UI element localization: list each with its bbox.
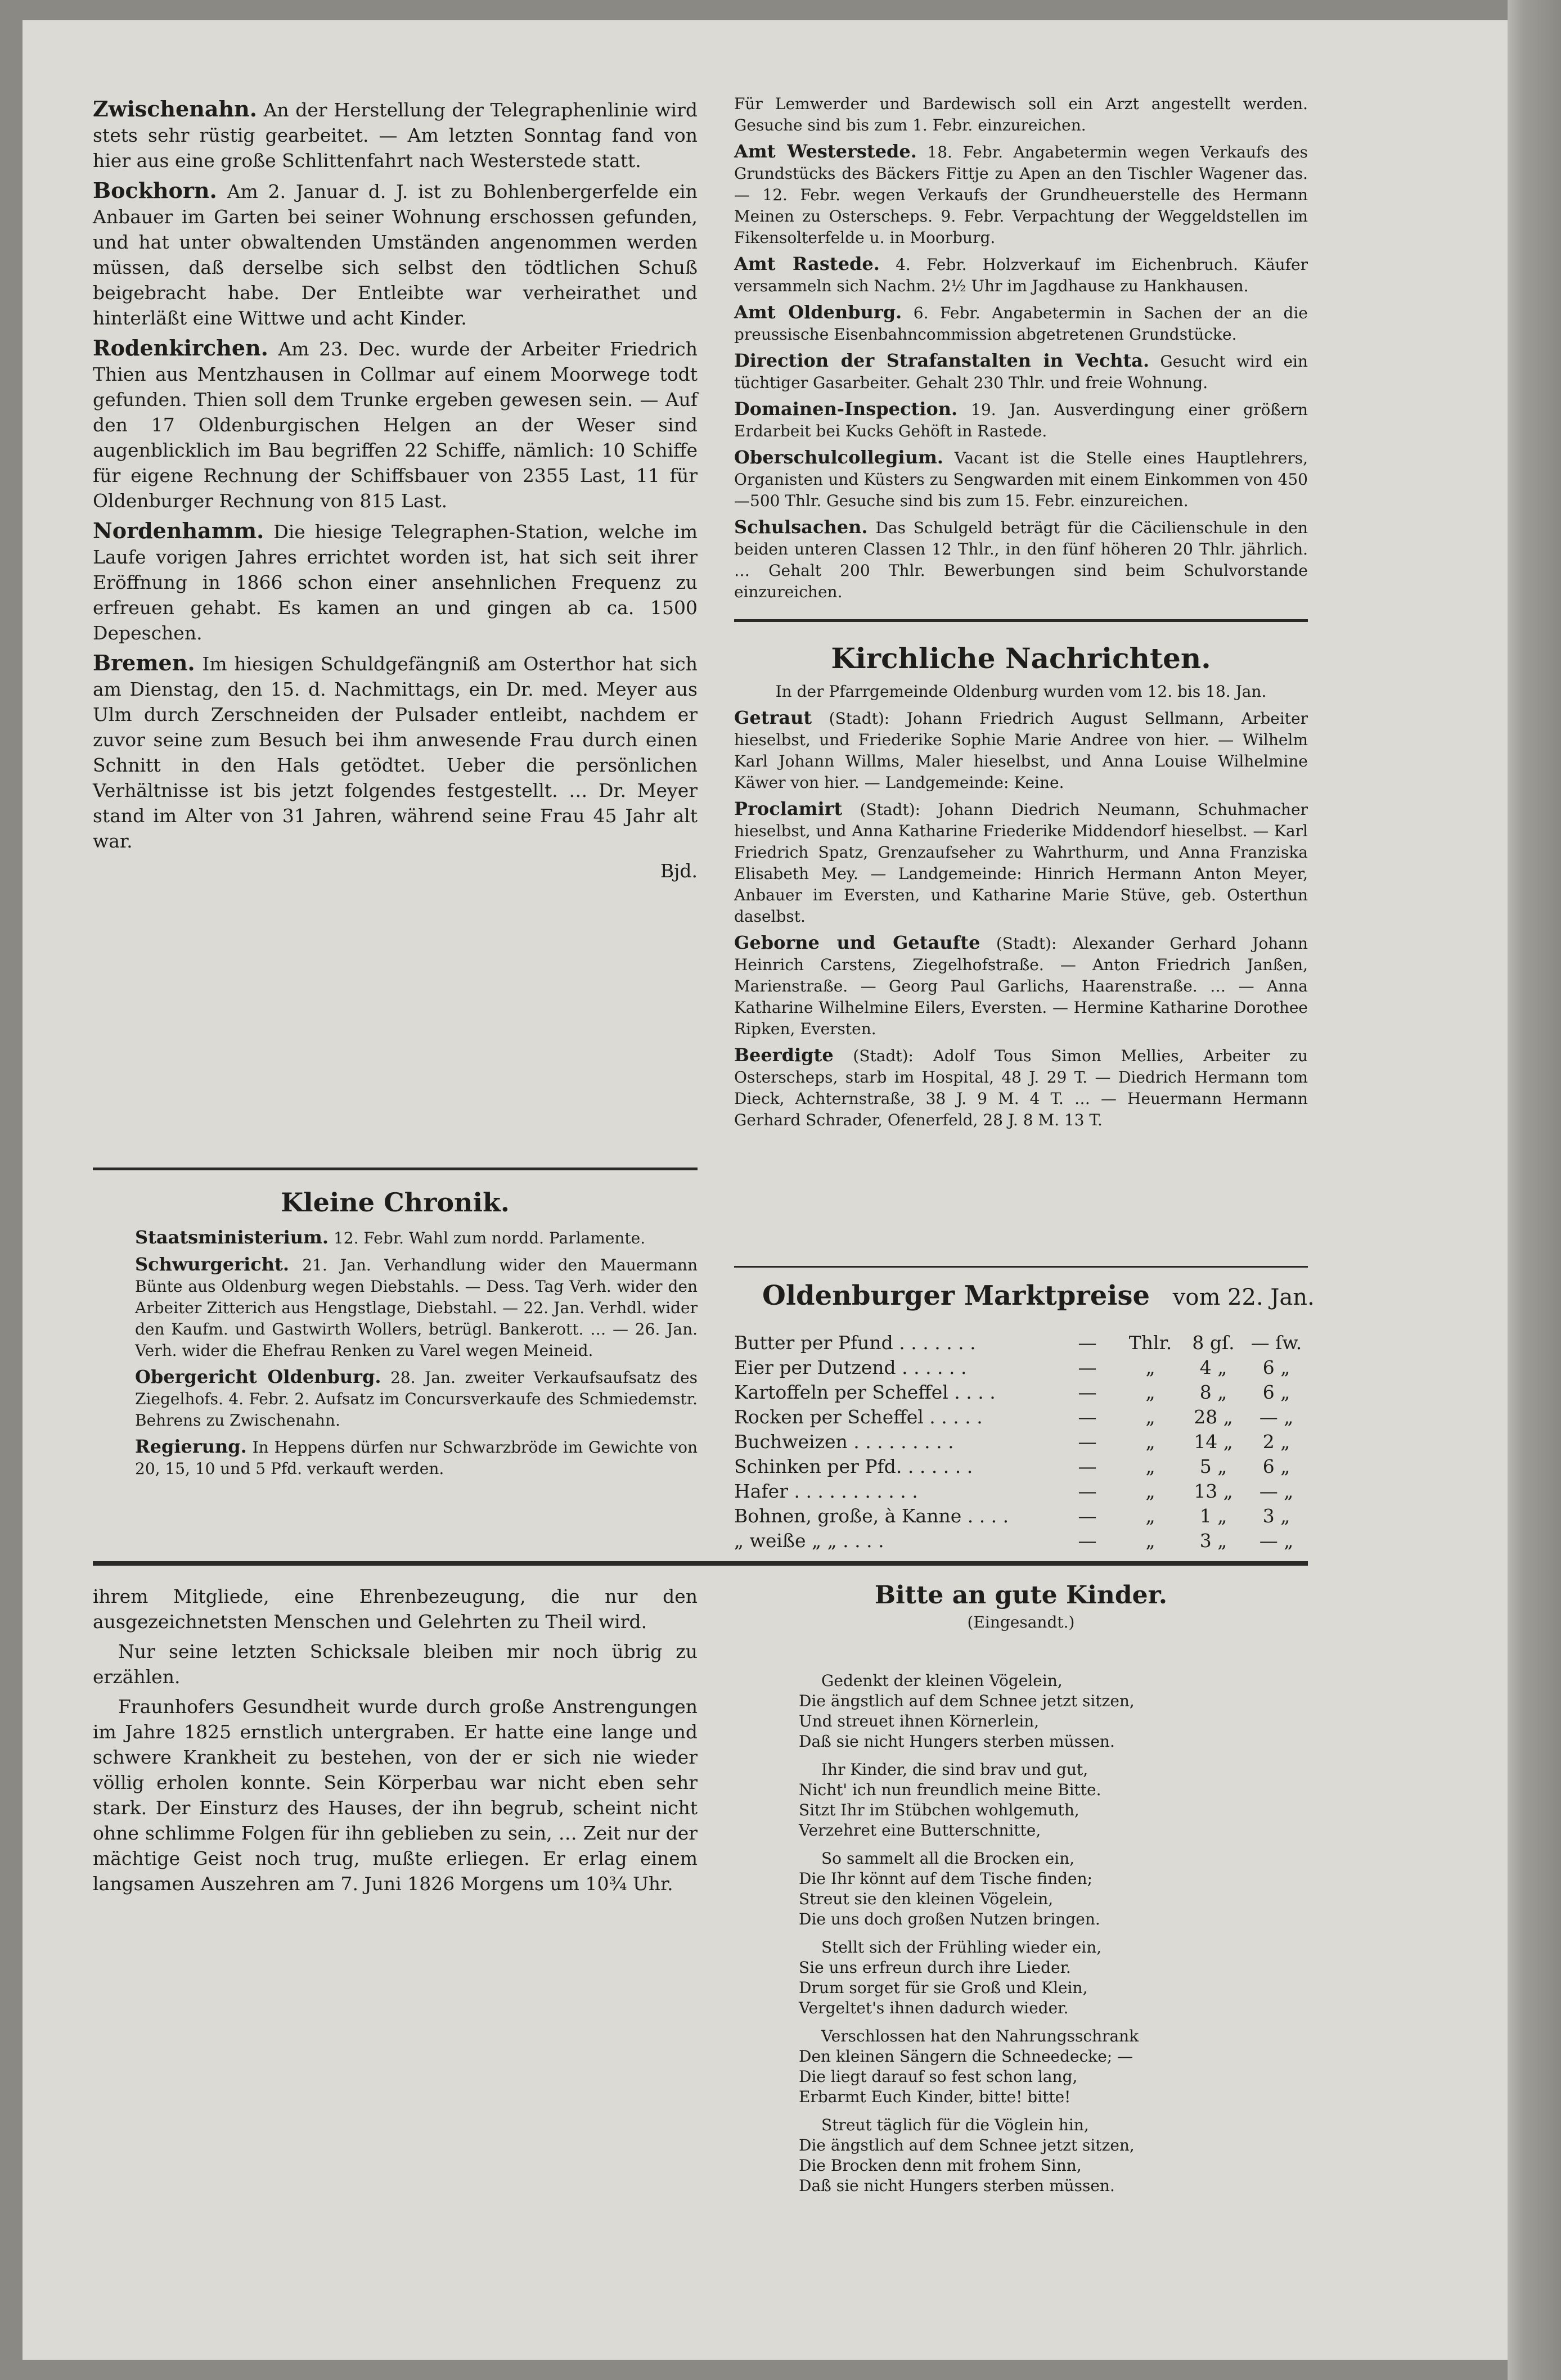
right-column-notices xyxy=(734,93,1308,607)
paragraph-lead: Getraut xyxy=(734,707,812,728)
market-item-name: Rocken per Scheffel . . . . . xyxy=(734,1406,983,1428)
market-col-a: — xyxy=(1078,1332,1097,1354)
poem-stanza xyxy=(776,2026,1283,2107)
market-col-sub: — „ xyxy=(1259,1480,1294,1502)
news-paragraph xyxy=(734,141,1308,249)
market-col-a: — xyxy=(1078,1431,1097,1453)
market-top-rule xyxy=(734,1266,1308,1268)
poem-stanza xyxy=(776,1760,1283,1841)
market-col-unit: Thlr. xyxy=(1128,1332,1172,1354)
market-col-price: 14 „ xyxy=(1194,1431,1233,1453)
market-col-price: 8 „ xyxy=(1199,1381,1227,1403)
poem-line: Die ängstlich auf dem Schnee jetzt sitzen, xyxy=(799,1692,1135,1710)
paragraph-lead: Proclamirt xyxy=(734,798,843,819)
paragraph-lead: Regierung. xyxy=(135,1436,247,1457)
market-heading xyxy=(734,1280,1336,1311)
poem-line: Gedenkt der kleinen Vögelein, xyxy=(821,1671,1063,1690)
paragraph-text: Das Schulgeld beträgt für die Cäcilienschule in den beiden unteren Classen 12 Thlr., in den fünf höheren 20 Thlr. jährlich. … Gehalt 200 Thlr. Bewerbungen sind beim Schulvorstande einzureichen. xyxy=(734,519,1308,601)
news-paragraph xyxy=(93,335,698,513)
news-paragraph xyxy=(734,798,1308,927)
paragraph-text: In Heppens dürfen nur Schwarzbröde im Gewichte von 20, 15, 10 und 5 Pfd. verkauft werden. xyxy=(135,1438,698,1478)
market-date: vom 22. Jan. xyxy=(1172,1284,1315,1310)
paragraph-text: (Stadt): Alexander Gerhard Johann Heinrich Carstens, Ziegelhofstraße. — Anton Friedrich Janßen, Marienstraße. — Georg Paul Garlichs, Haarenstraße. … — Anna Katharine Wilhelmine Eilers, Eversten. — Hermine Katharine Dorothee Ripken, Eversten. xyxy=(734,934,1308,1038)
paragraph-text: Vacant ist die Stelle eines Hauptlehrers, Organisten und Küsters zu Sengwarden mit einem Einkommen von 450—500 Thlr. Gesuche sind bis zum 15. Febr. einzureichen. xyxy=(734,449,1308,510)
paragraph-text: 19. Jan. Ausverdingung einer größern Erdarbeit bei Kucks Gehöft in Rastede. xyxy=(734,400,1308,440)
poem-stanza xyxy=(776,1849,1283,1930)
news-paragraph xyxy=(93,518,698,646)
market-col-unit: „ xyxy=(1145,1480,1155,1502)
market-col-unit: „ xyxy=(1145,1505,1155,1527)
news-paragraph xyxy=(135,1436,698,1480)
market-col-price: 8 gſ. xyxy=(1192,1332,1235,1354)
market-item-name: Bohnen, große, à Kanne . . . . xyxy=(734,1505,1009,1527)
poem-line: Die Ihr könnt auf dem Tische finden; xyxy=(799,1869,1093,1888)
news-paragraph xyxy=(135,1254,698,1362)
paragraph-text: (Stadt): Johann Friedrich August Sellmann, Arbeiter hieselbst, und Friederike Sophie Marie Andree von hier. — Wilhelm Karl Johann Willms, Maler hieselbst, und Anna Louise Wilhelmine Käwer von hier. — Landgemeinde: Keine. xyxy=(734,709,1308,792)
market-col-price: 13 „ xyxy=(1194,1480,1233,1502)
market-col-sub: — „ xyxy=(1259,1530,1294,1552)
market-col-a: — xyxy=(1078,1480,1097,1502)
market-col-a: — xyxy=(1078,1356,1097,1378)
paragraph-lead: Domainen-Inspection. xyxy=(734,398,958,420)
newspaper-page xyxy=(23,20,1508,2360)
paragraph-lead: Geborne und Getaufte xyxy=(734,932,980,953)
market-row xyxy=(734,1479,1308,1504)
page-edge-shadow xyxy=(1508,0,1561,2380)
poem-line: Daß sie nicht Hungers sterben müssen. xyxy=(799,2176,1115,2195)
market-col-a: — xyxy=(1078,1381,1097,1403)
market-row xyxy=(734,1454,1308,1479)
market-col-price: 4 „ xyxy=(1199,1356,1227,1378)
market-col-unit: „ xyxy=(1145,1455,1155,1477)
paragraph-text: 18. Febr. Angabetermin wegen Verkaufs des Grundstücks des Bäckers Fittje zu Apen an den Tischler Wagener das. — 12. Febr. wegen Verkaufs der Grundheuerstelle des Hermann Meinen zu Osterscheps. 9. Febr. Verpachtung der Weggeldstellen im Fikensolterfelde u. in Moorburg. xyxy=(734,143,1308,247)
poem-line: Drum sorget für sie Groß und Klein, xyxy=(799,1978,1088,1997)
kirchliche-nachrichten-heading: Kirchliche Nachrichten. xyxy=(831,642,1211,675)
news-paragraph xyxy=(734,93,1308,136)
poem-line: Stellt sich der Frühling wieder ein, xyxy=(821,1938,1102,1957)
market-item-name: Butter per Pfund . . . . . . . xyxy=(734,1332,976,1354)
market-col-sub: 6 „ xyxy=(1262,1356,1290,1378)
paragraph-lead: Zwischenahn. xyxy=(93,96,257,121)
market-row xyxy=(734,1430,1308,1454)
news-paragraph xyxy=(734,1044,1308,1131)
market-row xyxy=(734,1380,1308,1405)
poem-line: Sie uns erfreun durch ihre Lieder. xyxy=(799,1958,1071,1977)
news-paragraph xyxy=(734,516,1308,603)
kirchlich-top-rule xyxy=(734,619,1308,622)
article-paragraph: Fraunhofers Gesundheit wurde durch große Anstrengungen im Jahre 1825 ernstlich untergraben. Er hatte eine lange und schwere Krankheit zu bestehen, von der er sich nie wieder völlig erholen konnte. Sein Körperbau war nicht eben sehr stark. Der Einsturz des Hauses, der ihn begrub, scheint nicht ohne schlimme Folgen für ihn geblieben zu sein, … Zeit nur der mächtige Geist noch trug, mußte erliegen. Er erlag einem langsamen Auszehren am 7. Juni 1826 Morgens um 10¾ Uhr. xyxy=(93,1696,698,1895)
market-title: Oldenburger Marktpreise xyxy=(762,1280,1150,1311)
paragraph-text: 4. Febr. Holzverkauf im Eichenbruch. Käufer versammeln sich Nachm. 2½ Uhr im Jagdhause zu Hankhausen. xyxy=(734,255,1308,295)
poem-title: Bitte an gute Kinder. xyxy=(874,1581,1168,1610)
poem-line: Die uns doch großen Nutzen bringen. xyxy=(799,1910,1100,1928)
market-item-name: Buchweizen . . . . . . . . . xyxy=(734,1431,954,1453)
market-price-table xyxy=(734,1331,1308,1553)
market-col-unit: „ xyxy=(1145,1356,1155,1378)
kirchliche-paragraphs xyxy=(734,707,1308,1131)
paragraph-text: Im hiesigen Schuldgefängniß am Osterthor hat sich am Dienstag, den 15. d. Nachmittags, ein Dr. med. Meyer aus Ulm durch Zerschneiden der Pulsader entleibt, nachdem er zuvor seine zum Besuch bei ihm anwesende Frau durch einen Schnitt in den Hals getödtet. Ueber die persönlichen Verhältnisse ist bis jetzt folgendes festgestellt. … Dr. Meyer stand im Alter von 31 Jahren, während seine Frau 45 Jahr alt war. xyxy=(93,653,698,852)
news-paragraph xyxy=(135,1366,698,1431)
paragraph-lead: Oberschulcollegium. xyxy=(734,447,943,468)
poem-line: Erbarmt Euch Kinder, bitte! bitte! xyxy=(799,2088,1071,2106)
paragraph-text: Am 23. Dec. wurde der Arbeiter Friedrich Thien aus Mentzhausen in Collmar auf einem Moorwege todt gefunden. Thien soll dem Trunke ergeben gewesen sein. — Auf den 17 Oldenburgischen Helgen an der Weser sind augenblicklich im Bau begriffen 22 Schiffe, nämlich: 10 Schiffe für eigene Rechnung der Schiffsbauer von 2355 Last, 11 für Oldenburger Rechnung von 815 Last. xyxy=(93,338,698,512)
market-row xyxy=(734,1331,1308,1355)
market-col-sub: 6 „ xyxy=(1262,1381,1290,1403)
news-paragraph xyxy=(135,1227,698,1249)
news-paragraph xyxy=(93,178,698,331)
market-item-name: Hafer . . . . . . . . . . . xyxy=(734,1480,918,1502)
market-row xyxy=(734,1504,1308,1529)
news-paragraph xyxy=(734,253,1308,297)
poem-line: Und streuet ihnen Körnerlein, xyxy=(799,1712,1040,1730)
paragraph-lead: Schulsachen. xyxy=(734,516,868,538)
paragraph-lead: Bockhorn. xyxy=(93,178,217,203)
market-col-price: 3 „ xyxy=(1199,1530,1227,1552)
left-paragraphs xyxy=(93,96,698,854)
news-paragraph xyxy=(734,447,1308,512)
poem-stanza xyxy=(776,1937,1283,2018)
poem-stanza xyxy=(776,1671,1283,1752)
market-item-name: Schinken per Pfd. . . . . . . xyxy=(734,1455,973,1477)
market-col-price: 5 „ xyxy=(1199,1455,1227,1477)
paragraph-text: (Stadt): Johann Diedrich Neumann, Schuhmacher hieselbst, und Anna Katharine Friederike Middendorf hieselbst. — Karl Friedrich Spatz, Grenzaufseher zu Wahrthurm, und Anna Franziska Elisabeth Mey. — Landgemeinde: Hinrich Hermann Anton Meyer, Anbauer im Eversten, und Katharine Marie Stüve, geb. Osterthun daselbst. xyxy=(734,800,1308,926)
poem-line: Die liegt darauf so fest schon lang, xyxy=(799,2067,1078,2086)
paragraph-text: 21. Jan. Verhandlung wider den Mauermann Bünte aus Oldenburg wegen Diebstahls. — Dess. Tag Verh. wider den Arbeiter Zitterich aus Hengstlage, Diebstahl. — 22. Jan. Verhdl. wider den Kaufm. und Gastwirth Wollers, betrügl. Bankerott. … — 26. Jan. Verh. wider die Ehefrau Renken zu Varel wegen Meineid. xyxy=(135,1256,698,1360)
market-col-a: — xyxy=(1078,1406,1097,1428)
market-item-name: Kartoffeln per Scheffel . . . . xyxy=(734,1381,996,1403)
article-paragraph: ihrem Mitgliede, eine Ehrenbezeugung, die nur den ausgezeichnetsten Menschen und Gelehrten zu Theil wird. xyxy=(93,1585,698,1633)
poem-line: Die Brocken denn mit frohem Sinn, xyxy=(799,2156,1082,2175)
paragraph-text: Am 2. Januar d. J. ist zu Bohlenbergerfelde ein Anbauer im Garten bei seiner Wohnung erschossen gefunden, und hat unter obwaltenden Umständen angenommen werden müssen, daß derselbe sich selbst den tödtlichen Schuß beigebracht habe. Der Entleibte war verheirathet und hinterläßt eine Wittwe und acht Kinder. xyxy=(93,181,698,329)
poem-line: Streut sie den kleinen Vögelein, xyxy=(799,1890,1054,1908)
market-col-unit: „ xyxy=(1145,1530,1155,1552)
kleine-chronik-body xyxy=(135,1227,698,1484)
poem-body xyxy=(776,1671,1283,2204)
market-col-sub: — ſw. xyxy=(1250,1332,1302,1354)
paragraph-text: An der Herstellung der Telegraphenlinie wird stets sehr rüstig gearbeitet. — Am letzten Sonntag fand von hier aus eine große Schlittenfahrt nach Westerstede statt. xyxy=(93,99,698,172)
poem-line: Den kleinen Sängern die Schneedecke; — xyxy=(799,2047,1133,2066)
paragraph-lead: Direction der Strafanstalten in Vechta. xyxy=(734,350,1150,371)
market-row xyxy=(734,1529,1308,1553)
left-column-news xyxy=(93,96,698,884)
poem-line: Streut täglich für die Vöglein hin, xyxy=(821,2116,1089,2134)
market-row xyxy=(734,1405,1308,1430)
news-paragraph xyxy=(93,96,698,173)
paragraph-lead: Obergericht Oldenburg. xyxy=(135,1366,381,1387)
market-col-sub: 6 „ xyxy=(1262,1455,1290,1477)
paragraph-lead: Nordenhamm. xyxy=(93,518,264,543)
paragraph-lead: Staatsministerium. xyxy=(135,1227,329,1248)
poem-subtitle: (Eingesandt.) xyxy=(967,1613,1075,1631)
market-col-unit: „ xyxy=(1145,1381,1155,1403)
market-col-sub: 3 „ xyxy=(1262,1505,1290,1527)
kirchliche-intro: In der Pfarrgemeinde Oldenburg wurden vom 12. bis 18. Jan. xyxy=(775,682,1267,701)
poem-stanza xyxy=(776,2115,1283,2196)
poem-line: Daß sie nicht Hungers sterben müssen. xyxy=(799,1732,1115,1751)
news-paragraph xyxy=(734,350,1308,394)
news-paragraph xyxy=(734,932,1308,1040)
paragraph-text: (Stadt): Adolf Tous Simon Mellies, Arbeiter zu Osterscheps, starb im Hospital, 48 J. 29 T. — Diedrich Hermann tom Dieck, Achternstraße, 38 J. 9 M. 4 T. … — Heuermann Hermann Gerhard Schrader, Ofenerfeld, 28 J. 8 M. 13 T. xyxy=(734,1047,1308,1129)
poem-line: Verzehret eine Butterschnitte, xyxy=(799,1821,1041,1840)
market-col-price: 28 „ xyxy=(1194,1406,1233,1428)
market-item-name: Eier per Dutzend . . . . . . xyxy=(734,1356,967,1378)
paragraph-text: 6. Febr. Angabetermin in Sachen der an die preussische Eisenbahncommission abgetretenen Grundstücke. xyxy=(734,304,1308,344)
paragraph-lead: Bremen. xyxy=(93,650,195,675)
kleine-chronik-heading: Kleine Chronik. xyxy=(281,1187,510,1218)
paragraph-text: 12. Febr. Wahl zum nordd. Parlamente. xyxy=(333,1229,646,1247)
market-col-price: 1 „ xyxy=(1199,1505,1227,1527)
news-paragraph xyxy=(734,707,1308,794)
kirchliche-body xyxy=(734,681,1308,1135)
market-col-unit: „ xyxy=(1145,1431,1155,1453)
market-col-sub: — „ xyxy=(1259,1406,1294,1428)
market-col-unit: „ xyxy=(1145,1406,1155,1428)
paragraph-lead: Schwurgericht. xyxy=(135,1254,289,1275)
poem-line: Vergeltet's ihnen dadurch wieder. xyxy=(799,1999,1069,2017)
poem-line: Die ängstlich auf dem Schnee jetzt sitzen, xyxy=(799,2136,1135,2154)
news-paragraph xyxy=(734,398,1308,442)
paragraph-lead: Beerdigte xyxy=(734,1044,834,1066)
section-divider-rule xyxy=(93,1561,1308,1566)
poem-line: Nicht' ich nun freundlich meine Bitte. xyxy=(799,1781,1101,1799)
market-col-sub: 2 „ xyxy=(1262,1431,1290,1453)
news-paragraph xyxy=(93,650,698,854)
poem-line: So sammelt all die Brocken ein, xyxy=(821,1849,1075,1868)
market-row xyxy=(734,1355,1308,1380)
poem-line: Ihr Kinder, die sind brav und gut, xyxy=(821,1760,1088,1779)
paragraph-lead: Amt Westerstede. xyxy=(734,141,917,162)
kleine-top-rule xyxy=(93,1168,698,1170)
paragraph-text: 28. Jan. zweiter Verkaufsaufsatz des Ziegelhofs. 4. Febr. 2. Aufsatz im Concursverkaufe des Schmiedemstr. Behrens zu Zwischenahn. xyxy=(135,1368,698,1430)
news-paragraph xyxy=(734,301,1308,345)
paragraph-text: Für Lemwerder und Bardewisch soll ein Arzt angestellt werden. Gesuche sind bis zum 1. Febr. einzureichen. xyxy=(734,94,1308,134)
paragraph-text: Die hiesige Telegraphen-Station, welche im Laufe vorigen Jahres errichtet worden ist, hat sich seit ihrer Eröffnung in 1866 schon einer ansehnlichen Frequenz zu erfreuen gehabt. Es kamen an und gingen ab ca. 1500 Depeschen. xyxy=(93,521,698,644)
market-col-a: — xyxy=(1078,1505,1097,1527)
article-paragraph: Nur seine letzten Schicksale bleiben mir noch übrig zu erzählen. xyxy=(93,1640,698,1688)
market-item-name: „ weiße „ „ . . . . xyxy=(734,1530,884,1552)
paragraph-text: Gesucht wird ein tüchtiger Gasarbeiter. Gehalt 230 Thlr. und freie Wohnung. xyxy=(734,352,1308,392)
poem-line: Sitzt Ihr im Stübchen wohlgemuth, xyxy=(799,1801,1079,1819)
poem-line: Verschlossen hat den Nahrungsschrank xyxy=(821,2027,1139,2045)
market-col-a: — xyxy=(1078,1530,1097,1552)
paragraph-lead: Rodenkirchen. xyxy=(93,335,268,360)
bottom-left-article xyxy=(93,1584,698,1901)
author-signature: Bjd. xyxy=(660,860,698,882)
paragraph-lead: Amt Rastede. xyxy=(734,253,880,274)
paragraph-lead: Amt Oldenburg. xyxy=(734,301,902,323)
market-col-a: — xyxy=(1078,1455,1097,1477)
